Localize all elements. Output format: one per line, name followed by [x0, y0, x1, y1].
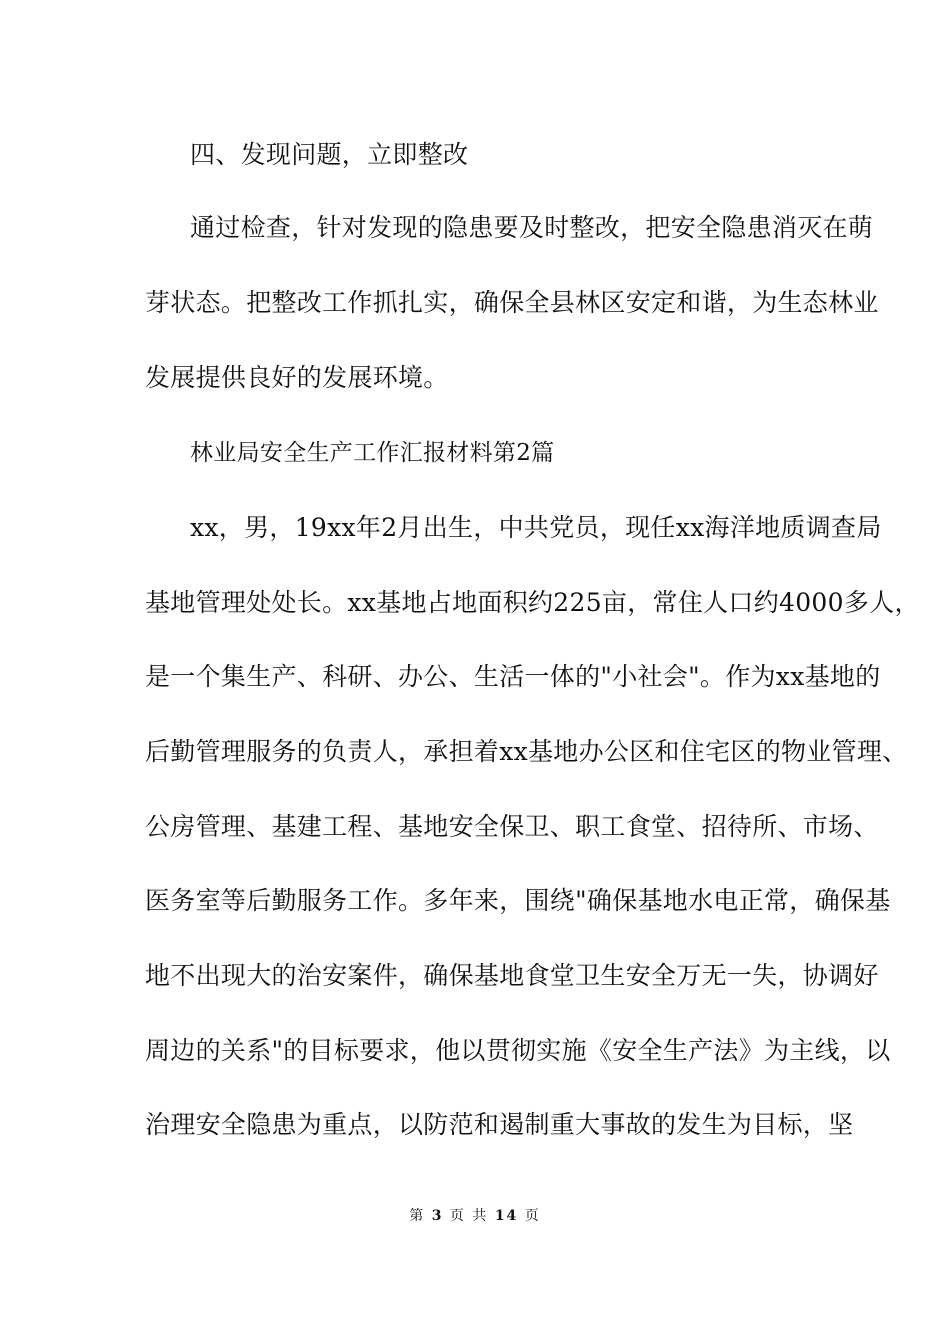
paragraph-line: 后勤管理服务的负责人，承担着xx基地办公区和住宅区的物业管理、: [145, 737, 908, 766]
paragraph-line: 周边的关系"的目标要求，他以贯彻实施《安全生产法》为主线，以: [145, 1036, 891, 1065]
current-page-number: 3: [431, 1208, 444, 1224]
total-pages-number: 14: [494, 1208, 519, 1224]
article-title: 林业局安全生产工作汇报材料第2篇: [190, 440, 555, 466]
footer-middle: 页 共: [449, 1208, 489, 1224]
section-heading: 四、发现问题，立即整改: [190, 140, 469, 169]
page-footer: [0, 1206, 950, 1226]
footer-prefix: 第: [409, 1208, 426, 1224]
paragraph-line: 基地管理处处长。xx基地占地面积约225亩，常住人口约4000多人，: [145, 588, 920, 617]
paragraph-line: 治理安全隐患为重点，以防范和遏制重大事故的发生为目标，坚: [145, 1110, 854, 1139]
paragraph-line: 通过检查，针对发现的隐患要及时整改，把安全隐患消灭在萌: [190, 213, 874, 242]
paragraph-line: 芽状态。把整改工作抓扎实，确保全县林区安定和谐，为生态林业: [145, 288, 879, 317]
footer-suffix: 页: [524, 1208, 541, 1224]
paragraph-line: 医务室等后勤服务工作。多年来，围绕"确保基地水电正常，确保基: [145, 886, 891, 915]
paragraph-line: 是一个集生产、科研、办公、生活一体的"小社会"。作为xx基地的: [145, 662, 881, 691]
paragraph-line: 公房管理、基建工程、基地安全保卫、职工食堂、招待所、市场、: [145, 812, 879, 841]
paragraph-line: 发展提供良好的发展环境。: [145, 363, 449, 392]
paragraph-line: xx，男，19xx年2月出生，中共党员，现任xx海洋地质调查局: [190, 513, 882, 542]
paragraph-line: 地不出现大的治安案件，确保基地食堂卫生安全万无一失，协调好: [145, 961, 879, 990]
